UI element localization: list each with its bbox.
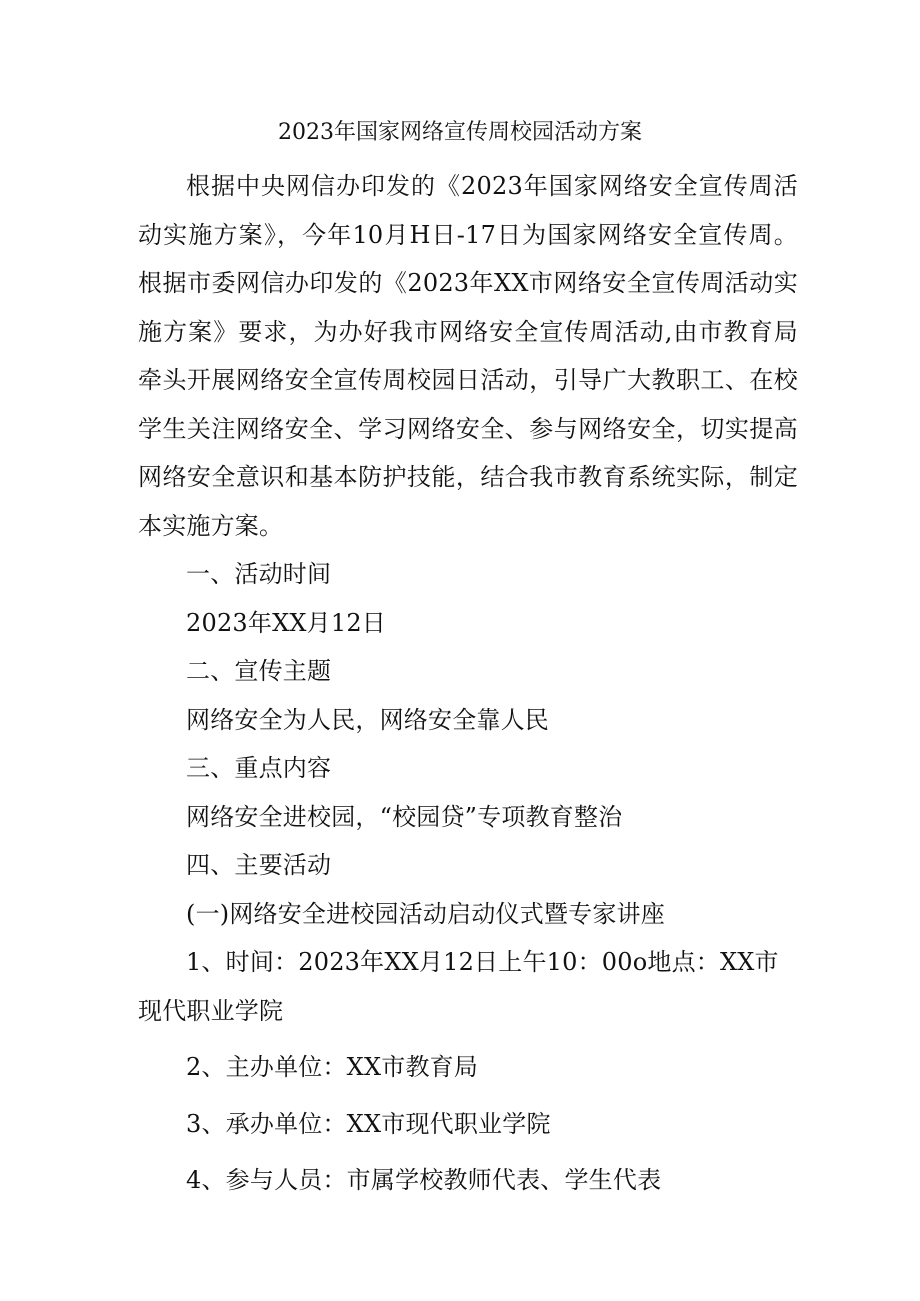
intro-paragraph: 根据中央网信办印发的《2023年国家网络安全宣传周活动实施方案》，今年10月H日-17日为国家网络安全宣传周。根据市委网信办印发的《2023年XX市网络安全宣传周活动实施方案》要求，为办好我市网络安全宣传周活动,由市教育局牵头开展网络安全宣传周校园日活动，引导广大教职工、在校学生关注网络安全、学习网络安全、参与网络安全，切实提高网络安全意识和基本防护技能，结合我市教育系统实际，制定本实施方案。 (138, 172, 798, 540)
document-title: 2023年国家网络宣传周校园活动方案 (278, 120, 642, 145)
content-text: 网络安全进校园，“校园贷”专项教育整治 (186, 802, 623, 831)
item-time-location: 1、时间：2023年XX月12日上午10：00o地点：XX市现代职业学院 (138, 948, 779, 1025)
spacer (138, 1035, 798, 1043)
theme-text: 网络安全为人民，网络安全靠人民 (186, 705, 549, 734)
item-host: 3、承办单位：XX市现代职业学院 (186, 1109, 551, 1138)
section-heading-theme: 二、宣传主题 (186, 657, 332, 685)
section-heading-activities: 四、主要活动 (186, 851, 332, 879)
item-participants: 4、参与人员：市属学校教师代表、学生代表 (186, 1166, 662, 1194)
spacer (138, 1148, 798, 1156)
document-body (138, 162, 798, 1205)
activity-date: 2023年XX月12日 (186, 608, 386, 637)
section-heading-content: 三、重点内容 (186, 754, 332, 782)
item-organizer: 2、主办单位：XX市教育局 (186, 1053, 479, 1081)
spacer (138, 1092, 798, 1100)
subsection-heading-launch: (一)网络安全进校园活动启动仪式暨专家讲座 (186, 899, 665, 928)
section-heading-time: 一、活动时间 (186, 560, 332, 588)
